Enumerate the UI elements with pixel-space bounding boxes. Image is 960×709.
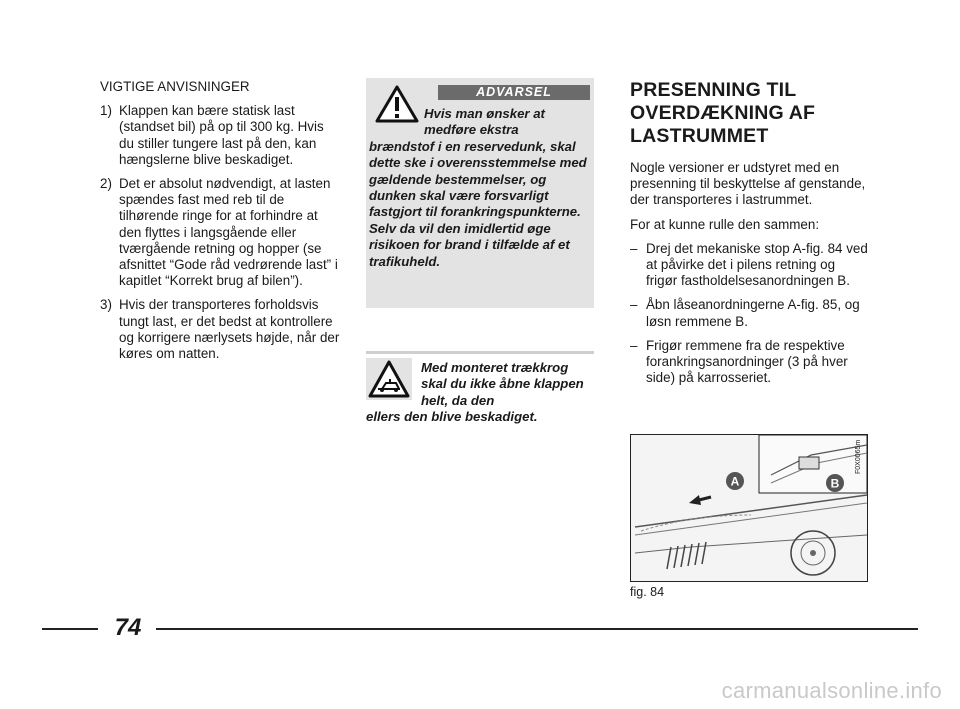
label-a: A: [730, 474, 740, 489]
warning-header: ADVARSEL: [438, 85, 590, 100]
figure-caption: fig. 84: [630, 585, 665, 599]
steps-list: [630, 241, 870, 387]
dash: –: [630, 240, 638, 256]
list-item: [100, 297, 340, 362]
important-notes-list: [100, 103, 340, 362]
footer-rule-right: [156, 628, 918, 630]
important-notes-heading: VIGTIGE ANVISNINGER: [100, 79, 250, 94]
note-lead: Med monteret trækkrog skal du ikke åbne klappen helt, da den: [421, 360, 584, 408]
item-number: 3): [100, 297, 112, 313]
note-body: ellers den blive beskadiget.: [366, 409, 538, 425]
list-item: [100, 176, 340, 289]
step-text: Åbn låseanordningerne A-fig. 85, og løsn remmene B.: [646, 297, 860, 329]
warning-lead: Hvis man ønsker at medføre ekstra: [424, 106, 545, 138]
dash: –: [630, 337, 638, 353]
step-text: Frigør remmene fra de respektive forankringsanordninger (3 på hver side) på karrosseriet.: [646, 337, 848, 386]
section-title: PRESENNING TIL OVERDÆKNING AF LASTRUMMET: [630, 79, 816, 147]
tarpaulin-section: [630, 79, 870, 394]
list-item: [630, 338, 870, 387]
section-intro: Nogle versioner er udstyret med en presenning til beskyttelse af genstande, der transporteres i lastrummet.: [630, 160, 866, 208]
list-item: [630, 241, 870, 290]
item-number: 1): [100, 103, 112, 119]
step-text: Drej det mekaniske stop A-fig. 84 ved at påvirke det i pilens retning og frigør fastholdelsesanordningen B.: [646, 240, 868, 289]
watermark: carmanualsonline.info: [721, 678, 942, 703]
figure-84-illustration: [630, 434, 868, 582]
list-item: [100, 103, 340, 168]
item-number: 2): [100, 176, 112, 192]
label-b: B: [830, 476, 840, 491]
warning-box: [366, 78, 594, 308]
note-text: [366, 360, 594, 426]
dash: –: [630, 297, 638, 313]
item-text: Det er absolut nødvendigt, at lasten spændes fast med reb til de tilhørende ringe for at forhindre at den flyttes i langsgående eller tværgående retning og hopper (se afsnittet “Gode råd vedrørende last” i kapitlet “Korrekt brug af bilen”).: [119, 176, 338, 289]
note-divider: [366, 351, 594, 354]
list-item: [630, 297, 870, 329]
section-lead: For at kunne rulle den sammen:: [630, 216, 820, 232]
figure-code: F0X0065m: [855, 439, 862, 474]
item-text: Klappen kan bære statisk last (standset bil) på op til 300 kg. Hvis du stiller tungere last på den, kan hængslerne blive beskadiget.: [119, 103, 324, 167]
warning-text: [369, 106, 591, 270]
warning-body: brændstof i en reservedunk, skal dette ske i overensstemmelse med gældende bestemmelser, og dunken skal være forsvarligt fastgjort til forankringspunkterne. Selv da vil den imidlertid øge risikoen for brand i tilfælde af et trafikuheld.: [369, 138, 587, 269]
footer-rule-left: [42, 628, 98, 630]
page-number: 74: [114, 614, 142, 641]
item-text: Hvis der transporteres forholdsvis tungt last, er det bedst at kontrollere og korrigere nærlysets højde, når der køres om natten.: [119, 297, 340, 362]
important-notes: [100, 79, 340, 370]
